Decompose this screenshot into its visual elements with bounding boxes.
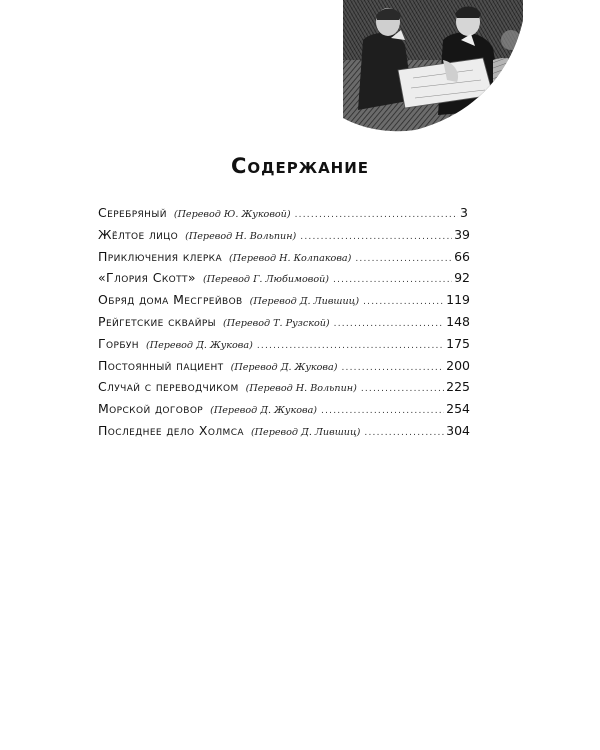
toc-leader-dots [363,297,444,307]
toc-entry-title: Последнее дело Холмса [98,422,244,438]
toc-entry-translator: (Перевод Д. Лившиц) [250,426,361,438]
toc-leader-dots [300,232,452,242]
engraving-illustration-icon [343,0,523,134]
toc-entry-translator: (Перевод Ю. Жуковой) [173,209,291,220]
toc-entry-translator: (Перевод Д. Жукова) [145,339,253,351]
toc-entry-translator: (Перевод Д. Жукова) [210,405,318,417]
toc-leader-dots [295,210,458,220]
toc-entry[interactable] [98,292,470,314]
toc-entry[interactable] [98,205,470,227]
toc-entry[interactable] [98,270,470,292]
toc-leader-dots [334,319,444,329]
toc-leader-dots [361,384,444,394]
toc-leader-dots [364,428,444,438]
toc-entry-title: Горбун [98,335,139,351]
toc-entry-page: 119 [446,292,470,308]
toc-leader-dots [257,341,444,351]
toc-entry[interactable] [98,314,470,336]
toc-entry-translator: (Перевод Н. Вольпин) [185,230,297,242]
toc-entry[interactable] [98,358,470,380]
toc-entry-page: 92 [454,270,470,286]
toc-entry-title: Рейгетские сквайры [98,313,217,329]
toc-leader-dots [333,275,452,285]
table-of-contents [98,205,470,445]
toc-entry-translator: (Перевод Д. Лившиц) [249,296,360,308]
toc-entry-page: 3 [460,205,468,220]
toc-entry-translator: (Перевод Н. Колпакова) [229,252,352,264]
toc-entry-title: Серебряный [98,205,167,220]
toc-entry-page: 39 [454,226,470,242]
toc-entry-page: 66 [454,248,470,264]
toc-entry-translator: (Перевод Д. Жукова) [230,361,338,373]
toc-leader-dots [341,363,444,373]
toc-entry-title: Обряд дома Месгрейвов [98,292,243,308]
toc-entry-title: Постоянный пациент [98,357,224,373]
toc-leader-dots [355,254,452,264]
toc-leader-dots [321,406,444,416]
page-title: Содержание [230,154,370,178]
toc-entry[interactable] [98,423,470,445]
toc-entry-title: Жёлтое лицо [98,226,179,242]
toc-entry[interactable] [98,379,470,401]
toc-entry-page: 200 [446,357,470,373]
toc-entry-page: 225 [446,379,470,395]
toc-entry-translator: (Перевод Т. Рузской) [223,317,330,329]
toc-entry-title: Приключения клерка [98,248,223,264]
toc-entry-title: «Глория Скотт» [98,270,196,286]
toc-entry-page: 148 [446,313,470,329]
toc-entry-title: Случай с переводчиком [98,379,239,395]
toc-entry-translator: (Перевод Г. Любимовой) [202,274,330,286]
toc-entry-title: Морской договор [98,401,204,417]
toc-entry[interactable] [98,336,470,358]
toc-entry[interactable] [98,249,470,271]
toc-entry-page: 304 [446,422,470,438]
toc-entry[interactable] [98,227,470,249]
toc-entry-page: 175 [446,335,470,351]
toc-entry-page: 254 [446,401,470,417]
toc-entry[interactable] [98,401,470,423]
toc-entry-translator: (Перевод Н. Вольпин) [245,383,357,395]
